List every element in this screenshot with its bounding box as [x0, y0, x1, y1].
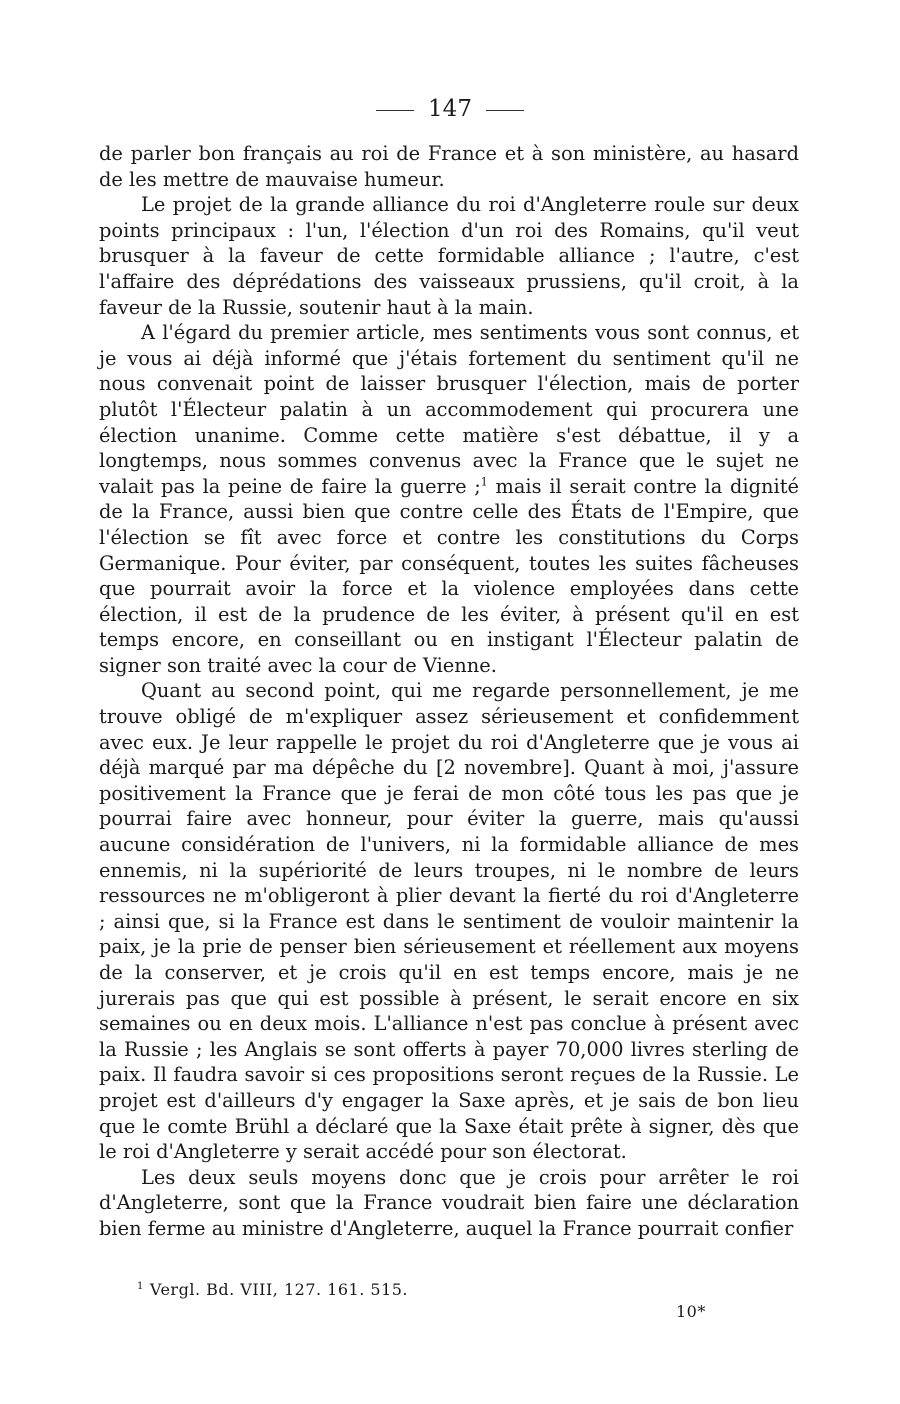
header-rule-right: [486, 110, 524, 111]
header-rule-left: [376, 110, 414, 111]
page-header: [0, 96, 900, 122]
page-number: 147: [428, 96, 472, 122]
paragraph-2: Le projet de la grande alliance du roi d'Angleterre roule sur deux points principaux : l'un, l'élection d'un roi des Romains, qu'il veut brusquer à la faveur de cette formidable alliance ; l'autre, c'est l'affaire des déprédations des vaisseaux prussiens, qu'il croit, à la faveur de la Russie, soutenir haut à la main.: [99, 193, 799, 319]
signature-mark: 10*: [676, 1302, 706, 1321]
footnote-reference: 1: [480, 475, 488, 489]
paragraph-3-part-1: A l'égard du premier article, mes sentiments vous sont connus, et je vous ai déjà informé que j'étais fortement du sentiment qu'il ne nous convenait point de laisser brusquer l'élection, mais de porter plutôt l'Électeur palatin à un accommodement qui procurera une élection unanime. Comme cette matière s'est débattue, il y a longtemps, nous sommes convenus avec la France que le sujet ne valait pas la peine de faire la guerre ;: [99, 321, 799, 498]
paragraph-5: Les deux seuls moyens donc que je crois pour arrêter le roi d'Angleterre, sont que la France voudrait bien faire une déclaration bien ferme au ministre d'Angleterre, auquel la France pourrait confier: [99, 1165, 799, 1240]
body-text: [99, 141, 799, 1242]
paragraph-1: de parler bon français au roi de France et à son ministère, au hasard de les mettre de mauvaise humeur.: [99, 142, 799, 191]
footnote: [137, 1280, 408, 1299]
paragraph-4: Quant au second point, qui me regarde personnellement, je me trouve obligé de m'expliquer assez sérieusement et confidemment avec eux. Je leur rappelle le projet du roi d'Angleterre que je vous ai déjà marqué par ma dépêche du [2 novembre]. Quant à moi, j'assure positivement la France que je ferai de mon côté tous les pas que je pourrai faire avec honneur, pour éviter la guerre, mais qu'aussi aucune considération de l'univers, ni la formidable alliance de mes ennemis, ni la supériorité de leurs troupes, ni le nombre de leurs ressources ne m'obligeront à plier devant la fierté du roi d'Angleterre ; ainsi que, si la France est dans le sentiment de vouloir maintenir la paix, je la prie de penser bien sérieusement et réellement aux moyens de la conserver, et je crois qu'il en est temps encore, mais je ne jurerais pas que qui est possible à présent, le serait encore en six semaines ou en deux mois. L'alliance n'est pas conclue à présent avec la Russie ; les Anglais se sont offerts à payer 70,000 livres sterling de paix. Il faudra savoir si ces propositions seront reçues de la Russie. Le projet est d'ailleurs d'y engager la Saxe après, et je sais de bon lieu que le comte Brühl a déclaré que la Saxe était prête à signer, dès que le roi d'Angleterre y serait accédé pour son électorat.: [99, 679, 799, 1164]
footnote-mark: 1: [137, 1280, 144, 1292]
footnote-text: Vergl. Bd. VIII, 127. 161. 515.: [149, 1280, 409, 1299]
paragraph-3: [99, 320, 799, 678]
paragraph-3-part-2: mais il serait contre la dignité de la France, aussi bien que contre celle des États de l'Empire, que l'élection se fît avec force et contre les constitutions du Corps Germanique. Pour éviter, par conséquent, toutes les suites fâcheuses que pourrait avoir la force et la violence employées dans cette élection, il est de la prudence de les éviter, à présent qu'il en est temps encore, en conseillant ou en instigant l'Électeur palatin de signer son traité avec la cour de Vienne.: [99, 474, 799, 677]
